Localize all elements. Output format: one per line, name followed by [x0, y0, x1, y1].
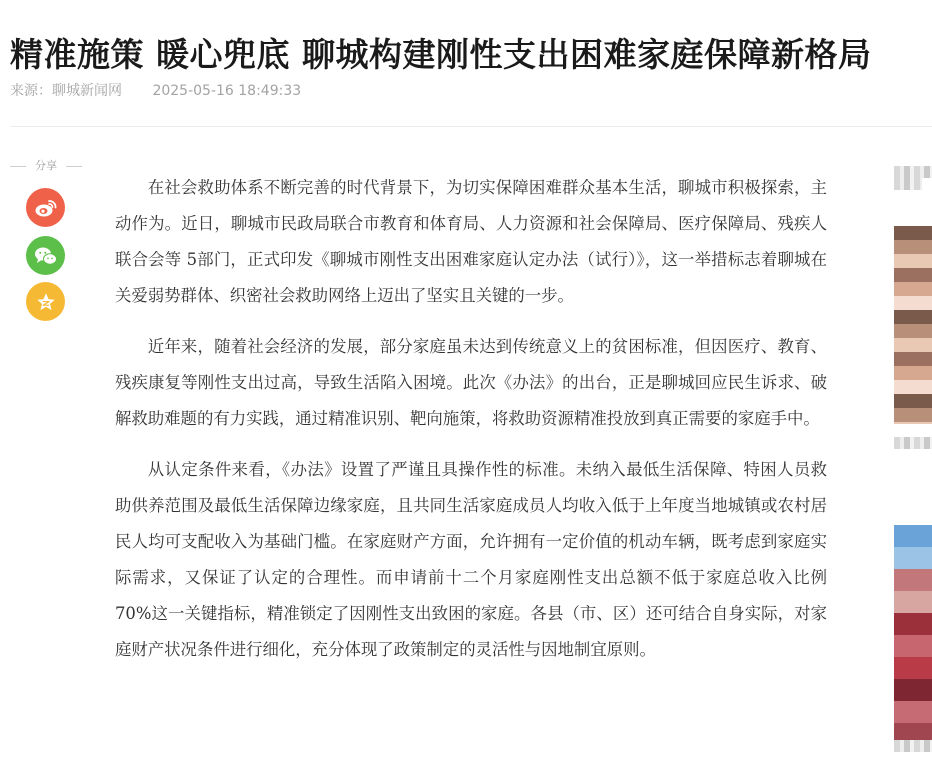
sidebar-ad-image[interactable]	[894, 226, 932, 424]
share-label: 分享	[10, 157, 82, 175]
share-weibo-button[interactable]	[26, 188, 65, 227]
article-body	[115, 170, 827, 683]
sidebar-ad-caption[interactable]	[894, 437, 932, 449]
article-paragraph: 从认定条件来看，《办法》设置了严谨且具操作性的标准。未纳入最低生活保障、特困人员救助供养范围及最低生活保障边缘家庭，且共同生活家庭成员人均收入低于上年度当地城镇或农村居民人均可支配收入为基础门槛。在家庭财产方面，允许拥有一定价值的机动车辆，既考虑到家庭实际需求，又保证了认定的合理性。而申请前十二个月家庭刚性支出总额不低于家庭总收入比例 70%这一关键指标，精准锁定了因刚性支出致困的家庭。各县（市、区）还可结合自身实际，对家庭财产状况条件进行细化，充分体现了政策制定的灵活性与因地制宜原则。	[115, 460, 827, 659]
article-title: 精准施策 暖心兜底 聊城构建刚性支出困难家庭保障新格局	[10, 35, 872, 75]
qzone-icon	[35, 291, 57, 313]
sidebar-ad-caption[interactable]	[894, 740, 932, 752]
sidebar-ad-image[interactable]	[894, 525, 932, 747]
weibo-icon	[34, 198, 58, 218]
article-paragraph: 在社会救助体系不断完善的时代背景下，为切实保障困难群众基本生活，聊城市积极探索，主动作为。近日，聊城市民政局联合市教育和体育局、人力资源和社会保障局、医疗保障局、残疾人联合会等 5部门，正式印发《聊城市刚性支出困难家庭认定办法（试行）》，这一举措标志着聊城在关爱弱势群体、织密社会救助网络上迈出了坚实且关键的一步。	[115, 178, 827, 305]
share-qzone-button[interactable]	[26, 282, 65, 321]
article-source: 来源：聊城新闻网	[10, 83, 122, 99]
share-wechat-button[interactable]	[26, 236, 65, 275]
sidebar-ad-caption[interactable]	[894, 166, 932, 178]
header-divider	[10, 126, 932, 127]
wechat-icon	[34, 246, 58, 266]
article-meta	[10, 80, 301, 100]
sidebar-ad-caption[interactable]	[894, 178, 922, 190]
article-paragraph: 近年来，随着社会经济的发展，部分家庭虽未达到传统意义上的贫困标准，但因医疗、教育、残疾康复等刚性支出过高，导致生活陷入困境。此次《办法》的出台，正是聊城回应民生诉求、破解救助难题的有力实践，通过精准识别、靶向施策，将救助资源精准投放到真正需要的家庭手中。	[115, 337, 827, 428]
article-datetime: 2025-05-16 18:49:33	[152, 83, 302, 99]
